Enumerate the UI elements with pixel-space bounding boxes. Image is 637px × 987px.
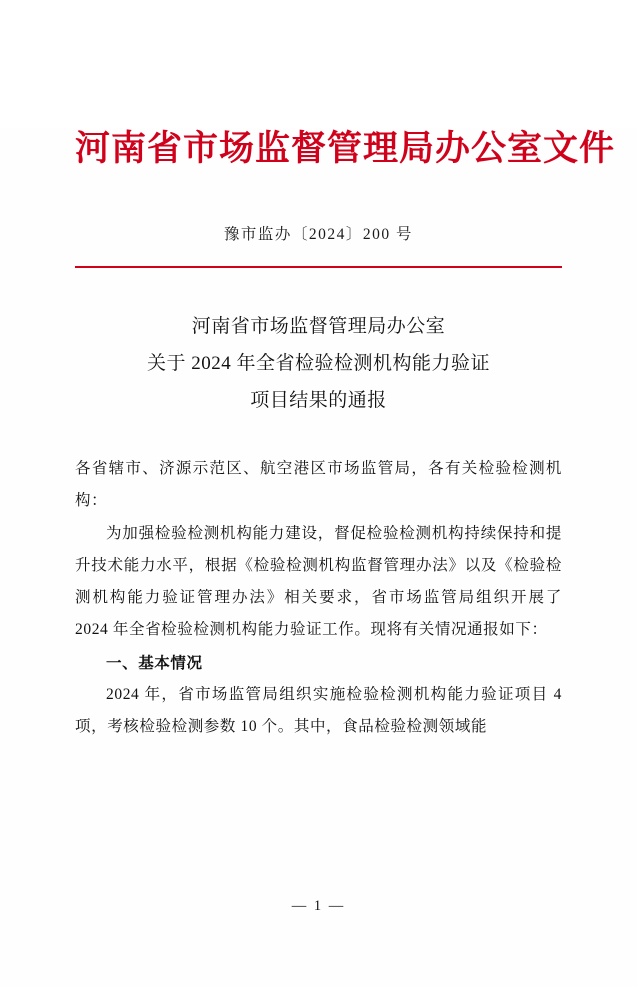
background-paragraph: 为加强检验检测机构能力建设，督促检验检测机构持续保持和提升技术能力水平，根据《检验检测机构监督管理办法》以及《检验检测机构能力验证管理办法》相关要求，省市场监管局组织开展了 2024 年全省检验检测机构能力验证工作。现将有关情况通报如下： (75, 524, 562, 639)
document-title (75, 308, 562, 419)
title-line-1: 河南省市场监督管理局办公室 (191, 316, 446, 337)
page-number: — 1 — (291, 898, 346, 914)
section-one-paragraph: 2024 年，省市场监管局组织实施检验检测机构能力验证项目 4 项，考核检验检测参数 10 个。其中，食品检验检测领域能 (75, 685, 562, 736)
document-page (0, 128, 637, 987)
title-line-2: 关于 2024 年全省检验检测机构能力验证 (146, 353, 490, 375)
red-divider-rule (75, 266, 562, 268)
document-number: 豫市监办〔2024〕200 号 (223, 226, 414, 243)
title-line-3: 项目结果的通报 (250, 390, 387, 412)
document-masthead: 河南省市场监督管理局办公室文件 (75, 128, 616, 169)
section-heading-one: 一、基本情况 (106, 652, 203, 672)
document-body (75, 453, 562, 743)
addressee-paragraph: 各省辖市、济源示范区、航空港区市场监管局，各有关检验检测机构： (75, 460, 562, 510)
